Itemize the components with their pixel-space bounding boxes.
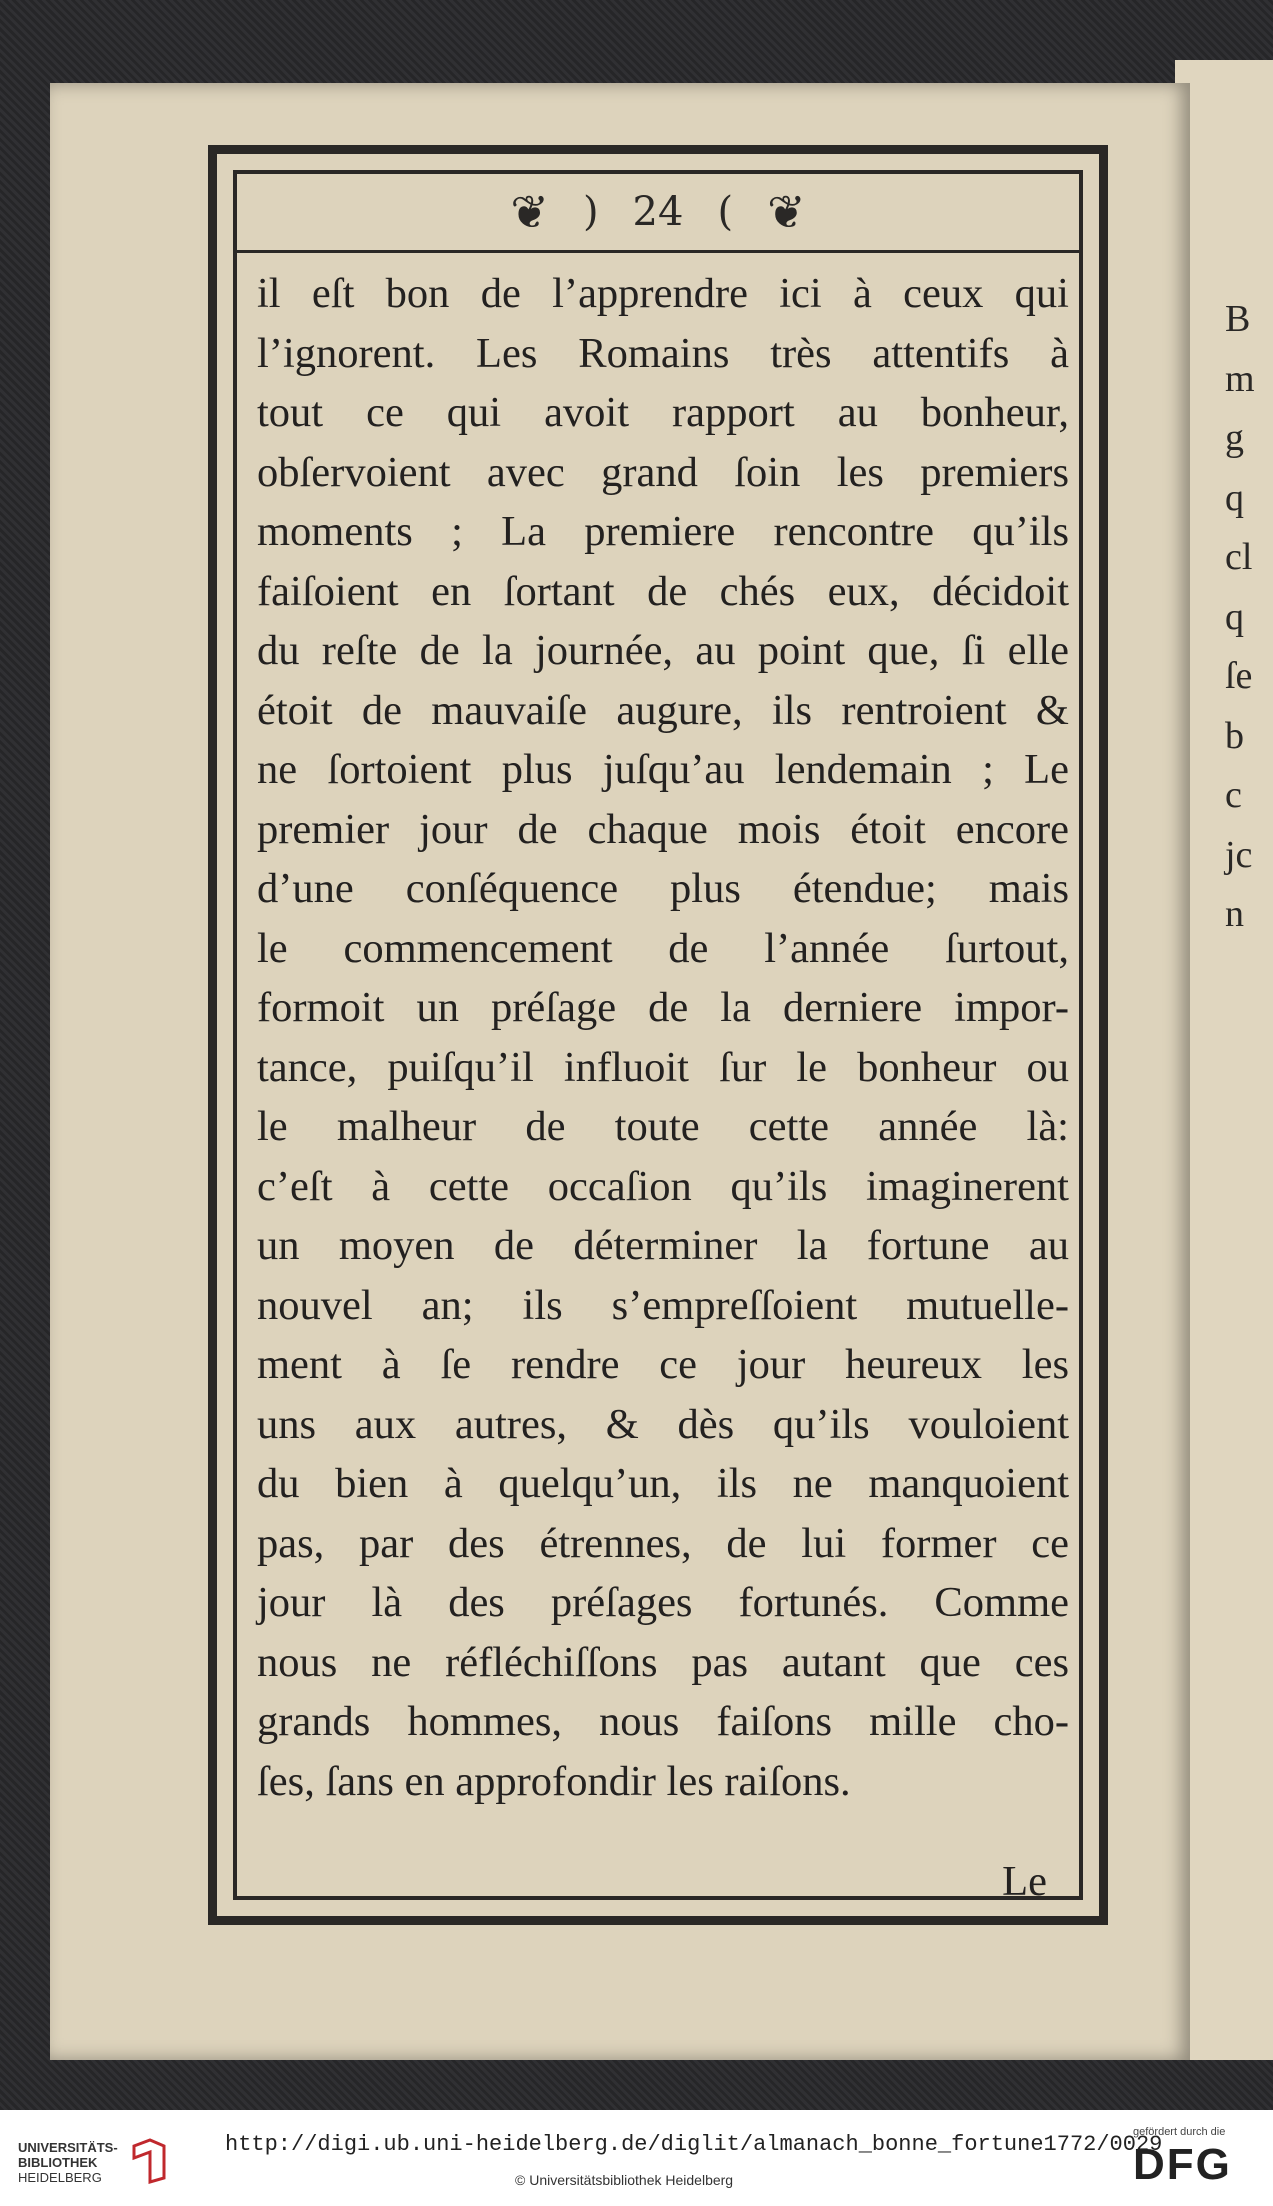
library-name-line2: BIBLIOTHEK (18, 2155, 98, 2170)
body-text (257, 264, 1069, 1811)
text-line: uns aux autres, & dès qu’ils vouloient (257, 1400, 1069, 1448)
facing-page-fragment: g (1225, 417, 1244, 459)
text-line: du reſte de la journée, au point que, ſi elle (257, 627, 1069, 674)
facing-page-fragment: B (1225, 298, 1251, 340)
book-page (50, 83, 1190, 2060)
text-line: c’eſt à cette occaſion qu’ils imaginerent (257, 1162, 1069, 1210)
facing-page-fragment: jc (1225, 833, 1253, 876)
text-line: tout ce qui avoit rapport au bonheur, (257, 389, 1069, 436)
page-header (237, 174, 1079, 253)
paren-left: ) (582, 189, 599, 235)
text-line: jour là des préſages fortunés. Comme (257, 1579, 1069, 1626)
text-line: le commencement de l’année ſurtout, (257, 924, 1069, 972)
copyright-notice: © Universitätsbibliothek Heidelberg (515, 2172, 734, 2188)
page-number: 24 (632, 189, 684, 235)
facing-page-fragment: m (1225, 357, 1255, 400)
text-line: un moyen de déterminer la fortune au (257, 1222, 1069, 1269)
facing-page-fragment: cl (1225, 536, 1253, 578)
text-line: pas, par des étrennes, de lui former ce (257, 1519, 1069, 1567)
library-name-line3: HEIDELBERG (18, 2170, 102, 2185)
facing-page-text (1225, 290, 1255, 945)
text-line: nouvel an; ils s’empreſſoient mutuelle- (257, 1281, 1069, 1329)
text-line: ſes, ſans en approfondir les raiſons. (257, 1757, 851, 1805)
dfg-logo[interactable]: DFG (1133, 2140, 1232, 2189)
facing-page-fragment: q (1225, 595, 1244, 638)
facing-page-fragment: q (1225, 476, 1244, 519)
library-mark-icon (130, 2138, 168, 2184)
text-line: grands hommes, nous faiſons mille cho- (257, 1698, 1069, 1745)
viewer-footer (0, 2110, 1273, 2206)
text-line: ment à ſe rendre ce jour heureux les (257, 1341, 1069, 1388)
text-line: ne ſortoient plus juſqu’au lendemain ; Le (257, 746, 1069, 793)
ornament-right-icon: ❦ (767, 185, 806, 239)
page-frame-outer (208, 145, 1108, 1925)
library-logo[interactable] (18, 2140, 118, 2185)
facing-page-fragment: b (1225, 714, 1244, 757)
text-line: nous ne réfléchiſſons pas autant que ces (257, 1638, 1069, 1686)
text-line: premier jour de chaque mois étoit encore (257, 805, 1069, 853)
catchword: Le (1002, 1858, 1047, 1905)
facing-page-fragment: n (1225, 893, 1244, 935)
text-line: tance, puiſqu’il influoit ſur le bonheur ou (257, 1043, 1069, 1091)
funded-by-label: gefördert durch die (1133, 2126, 1226, 2138)
facing-page-fragment: c (1225, 774, 1242, 816)
text-line: du bien à quelqu’un, ils ne manquoient (257, 1460, 1069, 1507)
page-frame-inner (233, 170, 1083, 1905)
text-line: d’une conſéquence plus étendue; mais (257, 865, 1069, 912)
text-line: moments ; La premiere rencontre qu’ils (257, 508, 1069, 555)
text-line: faiſoient en ſortant de chés eux, décidoit (257, 567, 1069, 615)
text-line: formoit un préſage de la derniere impor- (257, 984, 1069, 1031)
paren-right: ( (717, 189, 734, 235)
text-line: obſervoient avec grand ſoin les premiers (257, 448, 1069, 496)
permalink-url[interactable]: http://digi.ub.uni-heidelberg.de/diglit/almanach_bonne_fortune1772/0029 (225, 2132, 1163, 2157)
library-name-line1: UNIVERSITÄTS- (18, 2140, 118, 2155)
text-line: le malheur de toute cette année là: (257, 1103, 1069, 1150)
text-line: l’ignorent. Les Romains très attentifs à (257, 329, 1069, 377)
ornament-left-icon: ❦ (510, 185, 549, 239)
text-line: il eſt bon de l’apprendre ici à ceux qui (257, 270, 1069, 317)
text-line: étoit de mauvaiſe augure, ils rentroient & (257, 686, 1069, 734)
facing-page-fragment: ſe (1225, 655, 1253, 697)
